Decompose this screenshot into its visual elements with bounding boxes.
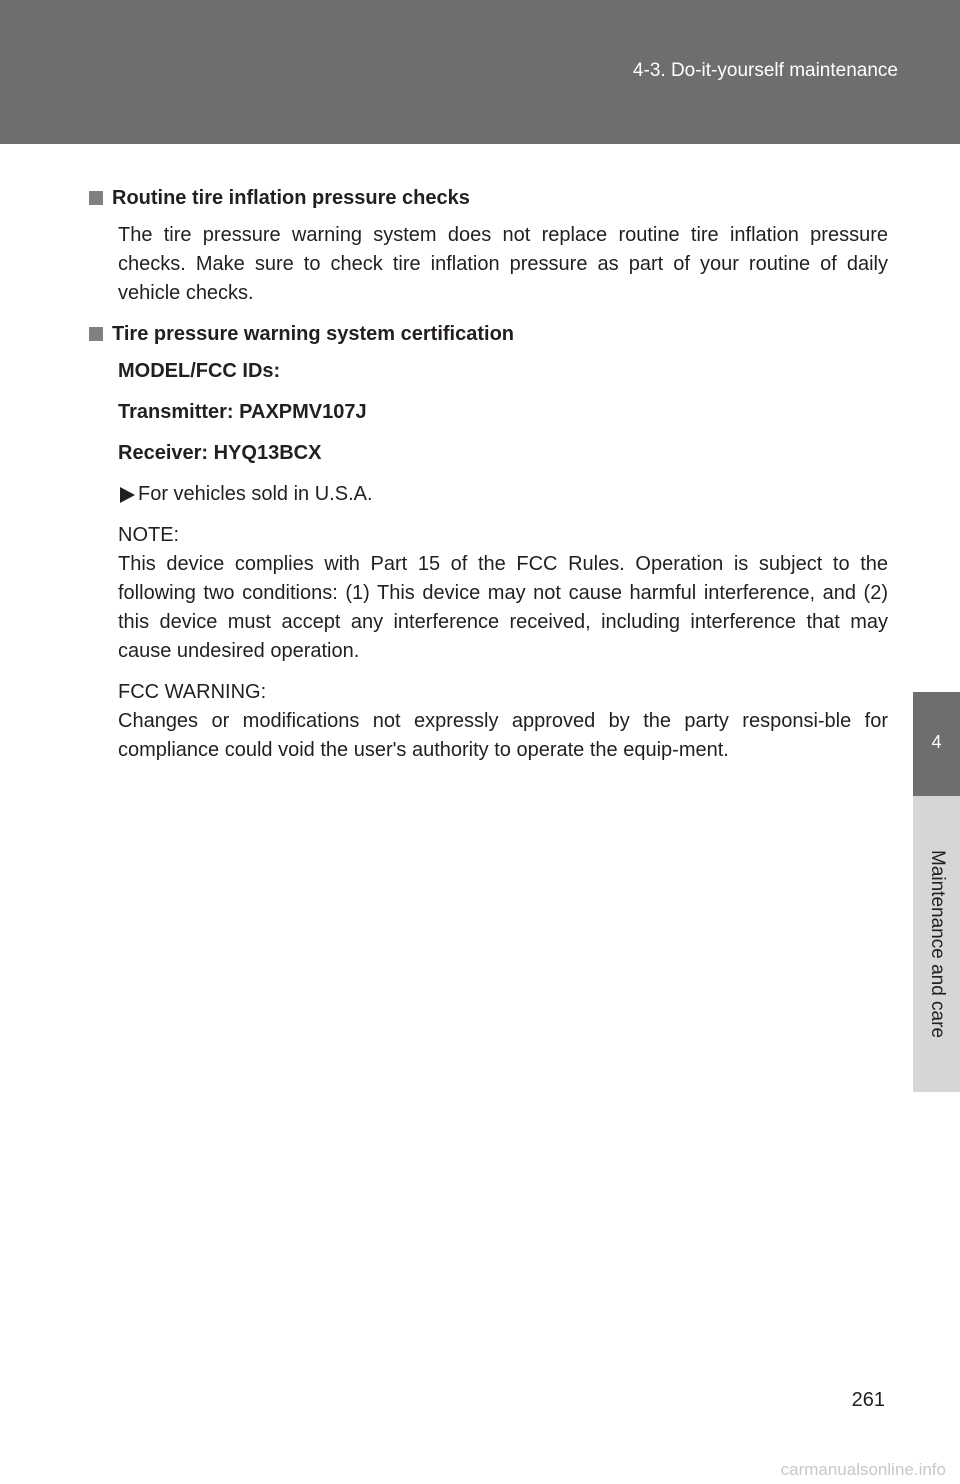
receiver-id: Receiver: HYQ13BCX: [118, 442, 322, 464]
triangle-bullet-icon: [120, 487, 135, 503]
watermark-text: carmanualsonline.info: [780, 1460, 946, 1479]
note-title: NOTE:: [118, 524, 180, 546]
certification-heading-text: Tire pressure warning system certification: [112, 323, 515, 345]
routine-heading-text: Routine tire inflation pressure checks: [112, 187, 470, 209]
transmitter-id: Transmitter: PAXPMV107J: [118, 401, 367, 423]
square-bullet-icon: [89, 327, 103, 341]
routine-body: The tire pressure warning system does not replace routine tire inflation pressure checks. Make sure to check tire inflation pressure as part of your routine of daily vehicle checks.: [118, 224, 888, 304]
note-body: This device complies with Part 15 of the FCC Rules. Operation is subject to the following two conditions: (1) This device may not cause harmful interference, and (2) this device must accept any interference received, including interference that may cause undesired operation.: [118, 553, 888, 662]
chapter-tab: [913, 692, 960, 796]
watermark: [0, 1458, 960, 1484]
chapter-label-band: [913, 796, 960, 1092]
model-ids-label: MODEL/FCC IDs:: [118, 360, 281, 382]
certification-heading: [112, 320, 888, 349]
region-text: For vehicles sold in U.S.A.: [138, 483, 373, 505]
warning-title: FCC WARNING:: [118, 681, 267, 703]
square-bullet-icon: [89, 191, 103, 205]
chapter-number: 4: [931, 732, 942, 752]
page-content: [112, 184, 888, 777]
page-header: [0, 0, 960, 144]
warning-body: Changes or modifications not expressly approved by the party responsi-ble for compliance could void the user's authority to operate the equip-ment.: [118, 710, 888, 761]
region-item: [118, 480, 888, 509]
section-title: 4-3. Do-it-yourself maintenance: [632, 60, 898, 81]
page-number: 261: [851, 1389, 885, 1411]
routine-heading: [112, 184, 888, 213]
chapter-label: Maintenance and care: [927, 849, 948, 1039]
